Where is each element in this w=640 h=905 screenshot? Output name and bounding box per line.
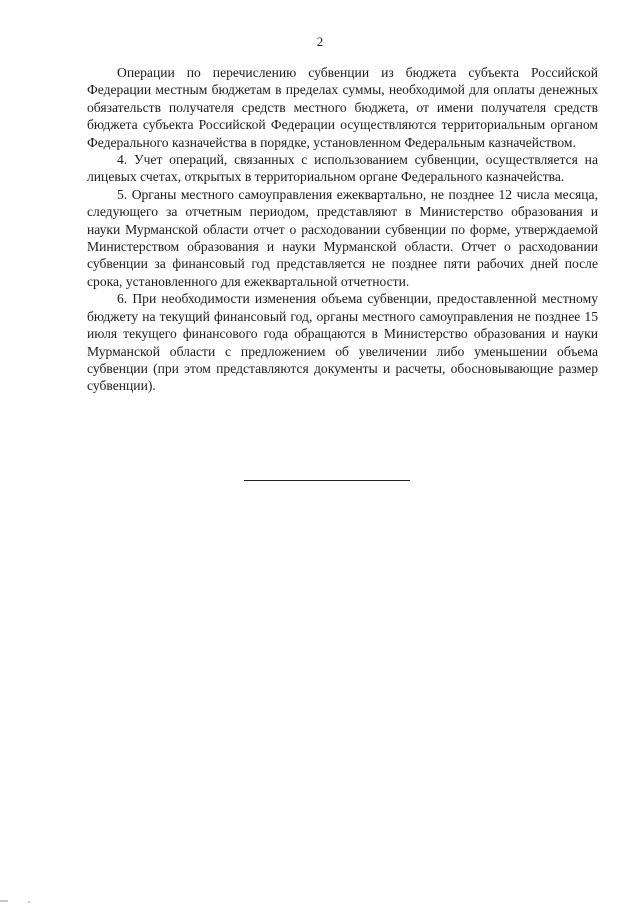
paragraph-subvention-transfer: Операции по перечислению субвенции из бюджета субъекта Российской Федерации местным бюджетам в пределах суммы, необходимой для оплаты денежных обязательств получателя средств местного бюджета, от имени получателя средств бюджета субъекта Российской Федерации осуществляются территориальным органом Федерального казначейства в порядке, установленном Федеральным казначейством. (87, 65, 598, 150)
document-body (87, 64, 598, 395)
paragraph-5-reporting: 5. Органы местного самоуправления ежеквартально, не позднее 12 числа месяца, следующего за отчетным периодом, представляют в Министерство образования и науки Мурманской области отчет о расходовании субвенции по форме, утверждаемой Министерством образования и науки Мурманской области. Отчет о расходовании субвенции за финансовый год представляется не позднее пяти рабочих дней после срока, установленного для ежеквартальной отчетности. (87, 186, 598, 289)
page-number: 2 (316, 34, 324, 49)
scan-artifact (28, 901, 30, 903)
end-separator-line (244, 480, 410, 481)
scan-artifact (0, 900, 8, 902)
paragraph-4-accounting: 4. Учет операций, связанных с использованием субвенции, осуществляется на лицевых счетах, открытых в территориальном органе Федерального казначейства. (87, 152, 598, 185)
paragraph-6-volume-change: 6. При необходимости изменения объема субвенции, предоставленной местному бюджету на текущий финансовый год, органы местного самоуправления не позднее 15 июля текущего финансового года обращаются в Министерство образования и науки Мурманской области с предложением об увеличении либо уменьшении объема субвенции (при этом представляются документы и расчеты, обосновывающие размер субвенции). (87, 291, 598, 394)
